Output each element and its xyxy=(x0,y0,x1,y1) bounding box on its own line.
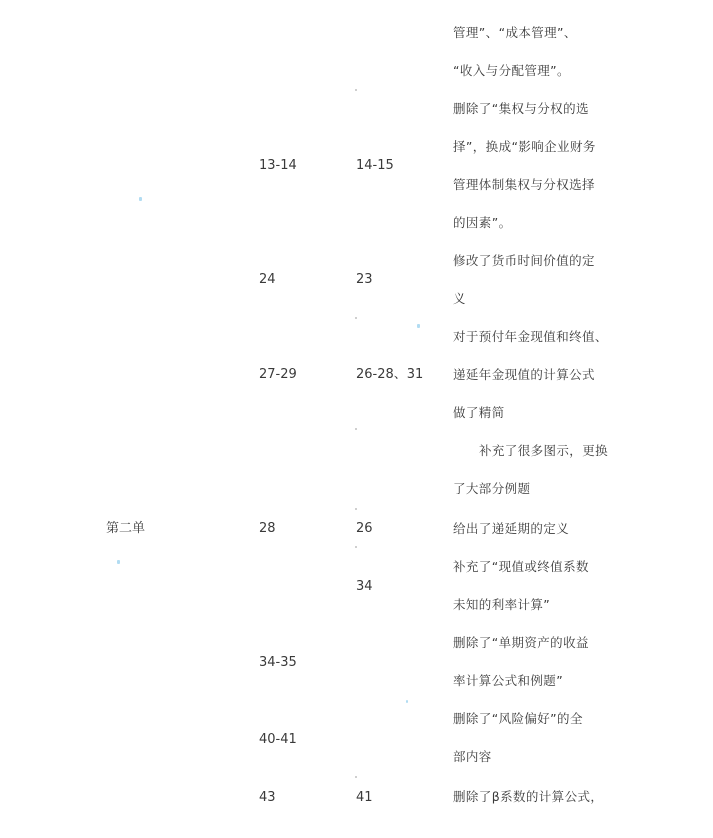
note-line: 补充了很多图示，更换 xyxy=(479,443,609,458)
chapter-label: 第二单 xyxy=(106,521,146,536)
new-page-cell: 41 xyxy=(356,790,373,805)
note-line: 了大部分例题 xyxy=(453,481,531,496)
note-line: 义 xyxy=(453,291,466,306)
note-line: 删除了β系数的计算公式， xyxy=(453,789,604,804)
change-note xyxy=(453,432,613,508)
old-page-cell: 40-41 xyxy=(259,732,297,747)
new-page-cell: 26-28、31 xyxy=(356,367,424,382)
change-note xyxy=(453,242,613,318)
note-line: “收入与分配管理”。 xyxy=(453,63,570,78)
note-line: 删除了“集权与分权的选 xyxy=(453,101,589,116)
note-line: 补充了“现值或终值系数 xyxy=(453,559,589,574)
note-line: 给出了递延期的定义 xyxy=(453,521,570,536)
note-line: 部内容 xyxy=(453,749,492,764)
scan-speck xyxy=(117,560,120,564)
note-line: 管理”、“成本管理”、 xyxy=(453,25,577,40)
scan-speck xyxy=(139,197,142,201)
change-note xyxy=(453,548,613,624)
change-note xyxy=(453,700,613,776)
old-page-cell: 24 xyxy=(259,272,276,287)
old-page-cell: 13-14 xyxy=(259,158,297,173)
note-line: 未知的利率计算” xyxy=(453,597,551,612)
change-note xyxy=(453,624,613,700)
scan-dot xyxy=(355,776,357,778)
scan-speck xyxy=(417,324,420,328)
scan-dot xyxy=(355,317,357,319)
scan-speck xyxy=(406,700,408,703)
new-page-cell: 34 xyxy=(356,579,373,594)
note-line: 对于预付年金现值和终值、 xyxy=(453,329,608,344)
note-line: 择”，换成“影响企业财务 xyxy=(453,139,596,154)
change-note xyxy=(453,510,613,548)
change-note xyxy=(453,318,613,432)
note-line: 删除了“单期资产的收益 xyxy=(453,635,589,650)
new-page-cell: 23 xyxy=(356,272,373,287)
old-page-cell: 43 xyxy=(259,790,276,805)
note-line: 做了精简 xyxy=(453,405,505,420)
old-page-cell: 27-29 xyxy=(259,367,297,382)
new-page-cell: 26 xyxy=(356,521,373,536)
note-line: 管理体制集权与分权选择 xyxy=(453,177,595,192)
old-page-cell: 34-35 xyxy=(259,655,297,670)
change-note xyxy=(453,14,613,90)
note-line: 的因素”。 xyxy=(453,215,512,230)
note-line: 删除了“风险偏好”的全 xyxy=(453,711,583,726)
note-line: 修改了货币时间价值的定 xyxy=(453,253,595,268)
scan-dot xyxy=(355,508,357,510)
change-note xyxy=(453,778,613,816)
new-page-cell: 14-15 xyxy=(356,158,394,173)
note-line: 率计算公式和例题” xyxy=(453,673,564,688)
scan-dot xyxy=(355,428,357,430)
change-note xyxy=(453,90,613,242)
note-line: 递延年金现值的计算公式 xyxy=(453,367,595,382)
scan-dot xyxy=(355,89,357,91)
scan-dot xyxy=(355,546,357,548)
old-page-cell: 28 xyxy=(259,521,276,536)
